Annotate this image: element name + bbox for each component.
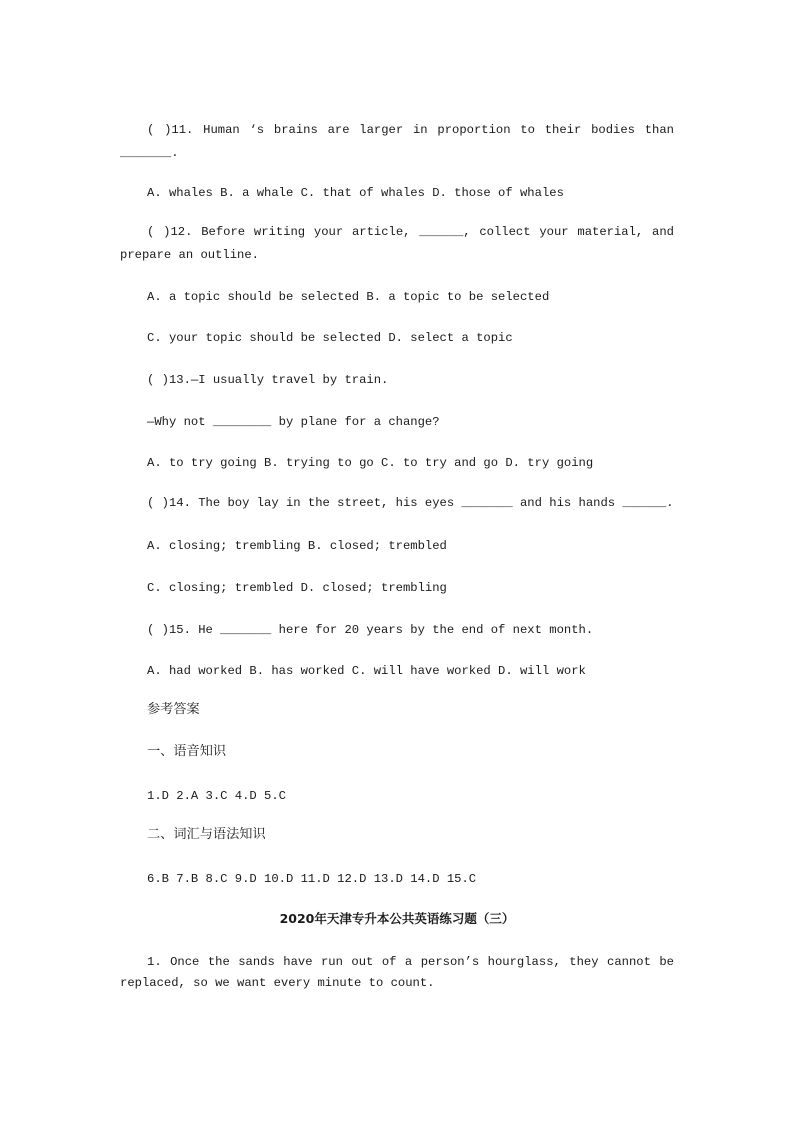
answers-section2-list: 6.B 7.B 8.C 9.D 10.D 11.D 12.D 13.D 14.D 15.C — [147, 872, 477, 886]
answers-section2-title: 二、词汇与语法知识 — [147, 827, 266, 842]
q13-stem: ( )13.—I usually travel by train. — [147, 373, 389, 387]
q11-options: A. whales B. a whale C. that of whales D. those of whales — [147, 186, 564, 200]
q11-stem: ( )11. Human ‘s brains are larger in proportion to their bodies than — [147, 123, 674, 137]
q15-stem: ( )15. He _______ here for 20 years by the end of next month. — [147, 623, 594, 637]
q11-blank: _______. — [120, 146, 179, 160]
q12-options-cd: C. your topic should be selected D. select a topic — [147, 331, 513, 345]
next-q1-stem-continued: replaced, so we want every minute to count. — [120, 976, 435, 990]
q15-options: A. had worked B. has worked C. will have worked D. will work — [147, 664, 586, 678]
q14-options-cd: C. closing; trembled D. closed; trembling — [147, 581, 447, 595]
q13-reply: —Why not ________ by plane for a change? — [147, 415, 440, 429]
answers-section1-title: 一、语音知识 — [147, 744, 227, 759]
q13-options: A. to try going B. trying to go C. to try and go D. try going — [147, 456, 594, 470]
answers-section1-list: 1.D 2.A 3.C 4.D 5.C — [147, 789, 286, 803]
q12-stem: ( )12. Before writing your article, ______, collect your material, and — [147, 225, 674, 239]
q14-options-ab: A. closing; trembling B. closed; trembled — [147, 539, 447, 553]
q14-stem: ( )14. The boy lay in the street, his eyes _______ and his hands ______. — [147, 496, 674, 510]
q12-options-ab: A. a topic should be selected B. a topic to be selected — [147, 290, 550, 304]
q12-stem-continued: prepare an outline. — [120, 248, 259, 262]
next-q1-stem: 1. Once the sands have run out of a person’s hourglass, they cannot be — [147, 955, 674, 969]
answers-heading: 参考答案 — [147, 702, 200, 717]
exam-title: 2020年天津专升本公共英语练习题（三） — [279, 911, 515, 926]
